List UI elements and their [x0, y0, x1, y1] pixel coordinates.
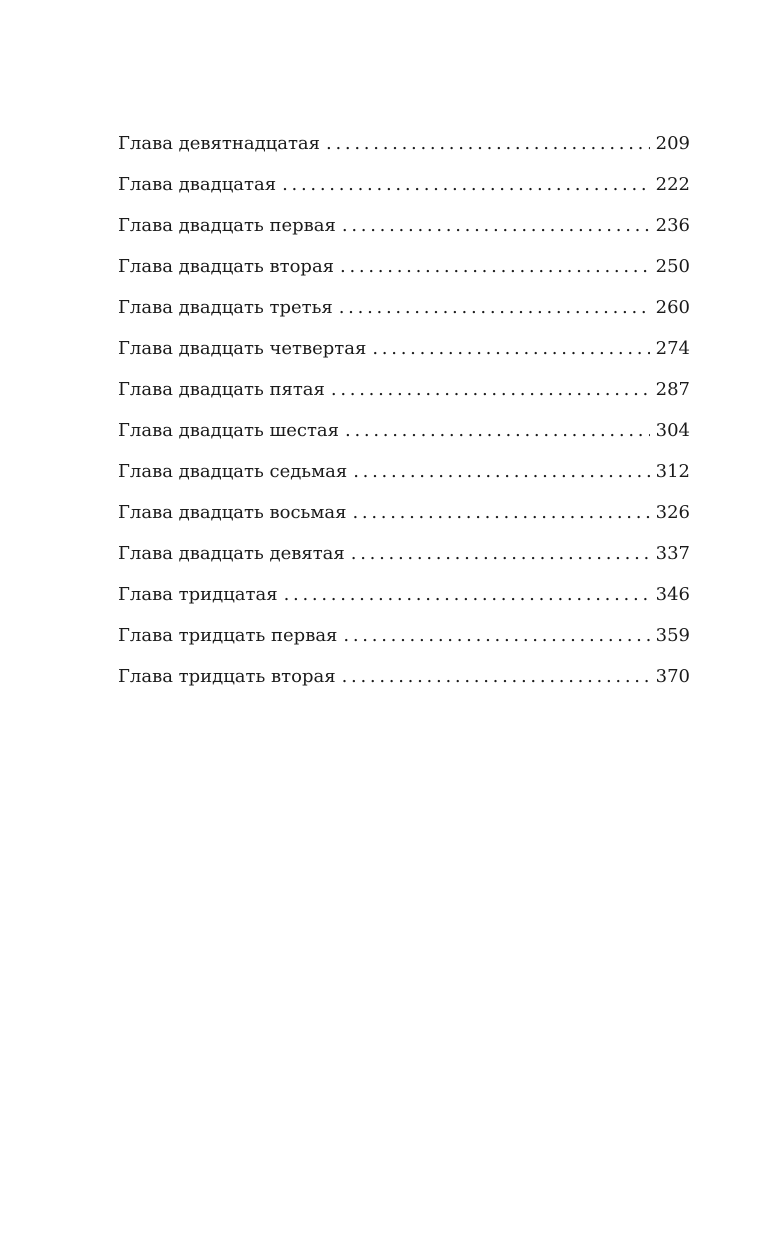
toc-entry — [118, 581, 690, 622]
toc-entry-title: Глава девятнадцатая — [118, 133, 321, 154]
toc-entry-title: Глава двадцать пятая — [118, 379, 325, 400]
toc-dot-leader — [345, 417, 650, 445]
toc-entry-page: 337 — [655, 543, 690, 564]
toc-entry-title: Глава двадцать девятая — [118, 543, 345, 564]
toc-entry-page: 312 — [655, 461, 690, 482]
toc-dot-leader — [353, 458, 649, 486]
toc-entry-title: Глава двадцать восьмая — [118, 502, 347, 523]
toc-entry-page: 287 — [655, 379, 690, 400]
toc-entry-page: 209 — [655, 133, 690, 154]
table-of-contents — [118, 130, 690, 704]
toc-entry-title: Глава двадцать седьмая — [118, 461, 348, 482]
toc-entry-title: Глава тридцать первая — [118, 625, 338, 646]
toc-dot-leader — [372, 335, 649, 363]
toc-entry-title: Глава двадцать вторая — [118, 256, 335, 277]
toc-entry-page: 236 — [655, 215, 690, 236]
toc-dot-leader — [284, 581, 650, 609]
toc-entry — [118, 499, 690, 540]
toc-entry-page: 370 — [655, 666, 690, 687]
toc-entry — [118, 130, 690, 171]
toc-entry — [118, 212, 690, 253]
toc-dot-leader — [342, 212, 650, 240]
toc-entry-page: 359 — [655, 625, 690, 646]
toc-entry — [118, 376, 690, 417]
toc-entry — [118, 622, 690, 663]
toc-entry-title: Глава двадцать третья — [118, 297, 333, 318]
toc-dot-leader — [340, 253, 650, 281]
toc-dot-leader — [331, 376, 650, 404]
toc-entry — [118, 171, 690, 212]
toc-entry-title: Глава тридцать вторая — [118, 666, 336, 687]
toc-dot-leader — [343, 622, 649, 650]
toc-dot-leader — [342, 663, 650, 691]
toc-entry-page: 250 — [655, 256, 690, 277]
toc-entry-title: Глава тридцатая — [118, 584, 278, 605]
toc-entry — [118, 253, 690, 294]
toc-entry-page: 304 — [655, 420, 690, 441]
toc-entry-page: 274 — [655, 338, 690, 359]
toc-entry — [118, 335, 690, 376]
toc-entry — [118, 458, 690, 499]
toc-dot-leader — [351, 540, 650, 568]
toc-dot-leader — [282, 171, 650, 199]
toc-entry-page: 346 — [655, 584, 690, 605]
toc-entry — [118, 540, 690, 581]
toc-dot-leader — [339, 294, 650, 322]
toc-dot-leader — [352, 499, 649, 527]
toc-entry-page: 260 — [655, 297, 690, 318]
toc-entry-title: Глава двадцать первая — [118, 215, 336, 236]
toc-entry-title: Глава двадцать шестая — [118, 420, 340, 441]
toc-entry-title: Глава двадцать четвертая — [118, 338, 367, 359]
toc-entry — [118, 294, 690, 335]
toc-entry-title: Глава двадцатая — [118, 174, 277, 195]
toc-entry-page: 222 — [655, 174, 690, 195]
toc-entry — [118, 663, 690, 704]
toc-entry-page: 326 — [655, 502, 690, 523]
toc-entry — [118, 417, 690, 458]
toc-dot-leader — [326, 130, 650, 158]
